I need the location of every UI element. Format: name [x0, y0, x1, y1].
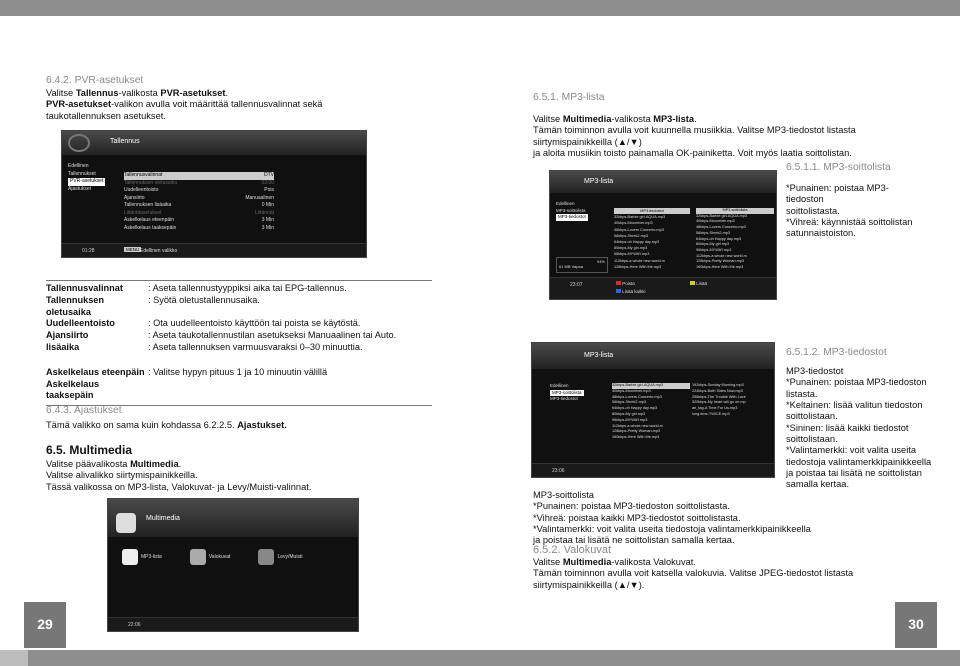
section-heading-651: 6.5.1. MP3-lista	[533, 92, 605, 103]
storage-usage: 94% 61 MB Vapaa	[556, 257, 608, 273]
mp3-playlist-list: MP3-soittolista 32kbps-Barbie girl-AQUA.mp3 40kbps-Moonriver.mp3 48kbps-Lovers Concerto.mp3 56kbps-Shrek2.mp3 64kbps-oh Happy day.mp3 80kbps-My girl.mp3 96kbps-MYWAY.mp3 112kbps-a whole new world.m 128kbps-Pretty Woman.mp3 160kbps-Here With Me.mp3	[696, 208, 774, 271]
multimedia-icon	[116, 513, 136, 533]
section-651-text: Valitse Multimedia-valikosta MP3-lista. Tämän toiminnon avulla voit kuunnella musiikkia. Valitse MP3-tiedostot listasta siirtymispainikkeilla (▲/▼) ja aloita musiikin toisto painamalla OK-painiketta. Voit myös laatia soittolistan.	[533, 114, 856, 158]
record-icon	[68, 134, 90, 152]
multimedia-items: MP3-lista Valokuvat Levy/Muisti	[122, 549, 302, 565]
pvr-settings-list: Tallennusvalinnat DTV Tallennuksen oletusaika 02:00 Uudelleentoisto Pois Ajansiirto Manuaalinen Tallennuksen lisäaika 0 Min Liitäntäasetukset Liitännät Askelkelaus eteenpäin 3 Min Askelkelaus taaksepäin 3 Min	[124, 172, 274, 231]
mp3-playlist-screenshot: MP3-lista Edellinen MP3-soittolista MP3-tiedostot MP3-tiedostot 32kbps-Barbie girl-AQUA.mp3 40kbps-Moonriver.mp3 48kbps-Lovers Concerto.mp3 56kbps-Shrek2.mp3 64kbps-oh Happy day.mp3 80kbps-My girl.mp3 96kbps-MYWAY.mp3 112kbps-a whole new world.m 128kbps-Here With Me.mp3 MP3-soittolista 32kbps-Barbie girl-AQUA.mp3 40kbps-Moonriver.mp3 48kbps-Lovers Concerto.mp3 56kbps-Shrek2.mp3 64kbps-oh Happy day.mp3 80kbps-My girl.mp3 96kbps-MYWAY.mp3 112kbps-a whole new world.m 128kbps-Pretty Woman.mp3 160kbps-Here With Me.mp3 94% 61 MB Vapaa 23:07 Poista Lisää Lisää kaikki	[549, 170, 777, 300]
pvr-settings-screenshot: Tallennus Edellinen Tallennukset PVR-asetukset Ajastukset Tallennusvalinnat DTV Tallennuksen oletusaika 02:00 Uudelleentoisto Pois Ajansiirto Manuaalinen Tallennuksen lisäaika 0 Min Liitäntäasetukset Liitännät Askelkelaus eteenpäin 3 Min Askelkelaus taaksepäin 3 Min 01:28 MENU Edellinen valikko	[61, 130, 367, 258]
section-643-text: Tämä valikko on sama kuin kohdassa 6.2.2.5. Ajastukset.	[46, 420, 287, 430]
top-bar	[0, 0, 960, 16]
section-heading-65: 6.5. Multimedia	[46, 443, 133, 457]
disk-icon	[258, 549, 274, 565]
mp3-playlist-notes: MP3-soittolista *Punainen: poistaa MP3-tiedoston soittolistasta. *Vihreä: poistaa kaikki MP3-tiedostot soittolistasta. *Valintamerkki: voit valita useita tiedostoja valintamerkkipainikkeella ja poistaa tai lisätä ne soittolistan samalla kertaa.	[533, 490, 811, 546]
bottom-bar-left	[0, 650, 28, 666]
page-number-left: 29	[24, 602, 66, 648]
pvr-settings-table: Tallennusvalinnat : Aseta tallennustyyppiksi aika tai EPG-tallennus. Tallennuksen : Syötä oletustallennusaika. oletusaika Uudelleentoisto : Ota uudelleentoisto käyttöön tai poista se käytöstä. Ajansiirto : Aseta taukotallennustilan asetukseksi Manuaalinen tai Auto. lisäaika : Aseta tallennuksen varmuusvaraksi 0–30 minuuttia. Askelkelaus eteenpäin : Valitse hypyn pituus 1 ja 10 minuutin välillä Askelkelaus taaksepäin	[46, 280, 432, 406]
mp3-files-right-list: 192kbps-Sunday Morning.mp3 224kbps-Both Sides Now.mp3 256kbps-The Trouble With Love 320kbps-My heart will go on.mp ari_tag-A Time For Us.mp3 long-time-TWICE.mp3	[692, 383, 746, 416]
section-heading-652: 6.5.2. Valokuvat	[533, 544, 612, 556]
mp3-files-screenshot: MP3-lista Edellinen MP3-soittolista MP3-tiedostot 32kbps-Barbie girl-AQUA.mp3 40kbps-Moonriver.mp3 48kbps-Lovers Concerto.mp3 56kbps-Shrek2.mp3 64kbps-oh Happy day.mp3 80kbps-My girl.mp3 96kbps-MYWAY.mp3 112kbps-a whole new world.m 128kbps-Pretty Woman.mp3 160kbps-Here With Me.mp3 192kbps-Sunday Morning.mp3 224kbps-Both Sides Now.mp3 256kbps-The Trouble With Love 320kbps-My heart will go on.mp ari_tag-A Time For Us.mp3 long-time-TWICE.mp3 23:06	[531, 342, 775, 478]
pvr-side-menu: Edellinen Tallennukset PVR-asetukset Ajastukset	[68, 163, 104, 192]
menu-key-badge: MENU	[126, 247, 140, 252]
section-heading-642: 6.4.2. PVR-asetukset	[46, 75, 144, 86]
section-65-text: Valitse päävalikosta Multimedia. Valitse alivalikko siirtymispainikkeilla. Tässä valikossa on MP3-lista, Valokuvat- ja Levy/Muisti-valinnat.	[46, 459, 312, 492]
section-642-intro: Valitse Tallennus-valikosta PVR-asetukset. PVR-asetukset-valikon avulla voit määrittää tallennusvalinnat sekä taukotallennuksen asetukset.	[46, 88, 323, 121]
section-heading-6512: 6.5.1.2. MP3-tiedostot	[786, 347, 887, 358]
section-652-text: Valitse Multimedia-valikosta Valokuvat. Tämän toiminnon avulla voit katsella valokuvia. Valitse JPEG-tiedostot listasta siirtymispainikkeilla (▲/▼).	[533, 557, 854, 590]
mp3-files-list: MP3-tiedostot 32kbps-Barbie girl-AQUA.mp3 40kbps-Moonriver.mp3 48kbps-Lovers Concerto.mp3 56kbps-Shrek2.mp3 64kbps-oh Happy day.mp3 80kbps-My girl.mp3 96kbps-MYWAY.mp3 112kbps-a whole new world.m 128kbps-Here With Me.mp3	[614, 208, 690, 270]
section-heading-6511: 6.5.1.1. MP3-soittolista	[786, 162, 891, 173]
mp3-files-left-list: 32kbps-Barbie girl-AQUA.mp3 40kbps-Moonriver.mp3 48kbps-Lovers Concerto.mp3 56kbps-Shrek2.mp3 64kbps-oh Happy day.mp3 80kbps-My girl.mp3 96kbps-MYWAY.mp3 112kbps-a whole new world.m 128kbps-Pretty Woman.mp3 160kbps-Here With Me.mp3	[612, 383, 690, 441]
section-6511-text: *Punainen: poistaa MP3- tiedoston soittolistasta. *Vihreä: käynnistää soittolistan satunnaistoiston.	[786, 183, 913, 239]
photo-icon	[190, 549, 206, 565]
music-icon	[122, 549, 138, 565]
section-6512-text: MP3-tiedostot *Punainen: poistaa MP3-tiedoston listasta. *Keltainen: lisää valitun tiedoston soittolistaan. *Sininen: lisää kaikki tiedostot soittolistaan. *Valintamerkki: voit valita useita tiedostoja valintamerkkipainikkeella ja poistaa tai lisätä ne soittolistan samalla kertaa.	[786, 366, 932, 490]
section-heading-643: 6.4.3. Ajastukset	[46, 405, 122, 416]
page-number-right: 30	[895, 602, 937, 648]
multimedia-screenshot: Multimedia MP3-lista Valokuvat Levy/Muisti 22:06	[107, 498, 359, 632]
bottom-bar	[28, 650, 960, 666]
